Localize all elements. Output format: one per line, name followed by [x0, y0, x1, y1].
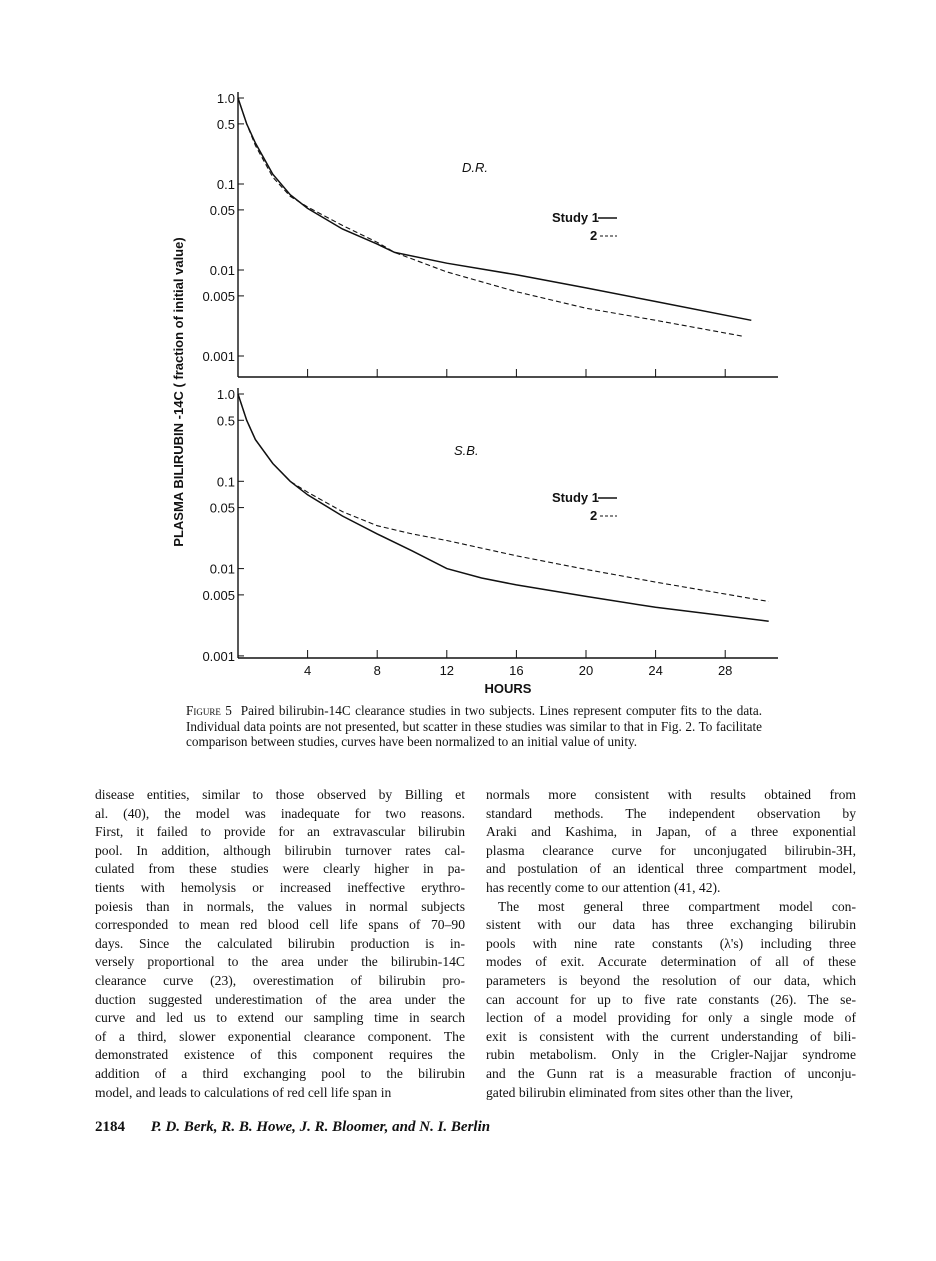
text-line: Araki and Kashima, in Japan, of a three exponential: [486, 824, 856, 840]
text-line: and the Gunn rat is a measurable fraction of unconju-: [486, 1065, 856, 1081]
y-tick-label: 0.01: [209, 561, 235, 577]
text-line: disease entities, similar to those observed by Billing et: [95, 787, 465, 802]
page-footer: [95, 1119, 490, 1136]
y-tick-label: 0.5: [216, 116, 235, 132]
x-tick-label: 12: [439, 663, 455, 678]
text-line: exit is consistent with the current understanding of bili-: [486, 1028, 856, 1044]
x-axis-label: HOURS: [484, 681, 532, 696]
y-tick-label: 0.005: [202, 288, 235, 304]
y-tick-label: 1.0: [216, 91, 235, 106]
x-tick-label: 4: [303, 663, 312, 678]
text-line: versely proportional to the area under the bilirubin-14C: [95, 954, 465, 970]
series-line-study-1: [238, 98, 751, 320]
text-line: has recently come to our attention (41, 42).: [486, 879, 721, 895]
y-tick-label: 0.01: [209, 263, 235, 278]
x-tick-label: 8: [373, 663, 381, 678]
text-line: modes of exit. Accurate determination of all of these: [486, 954, 856, 970]
y-tick-label: 0.1: [216, 177, 235, 192]
text-line: and postulation of an identical three compartment model,: [486, 861, 856, 877]
page-number: 2184: [95, 1119, 125, 1135]
y-tick-label: 1.0: [216, 387, 235, 402]
series-line-study-2: [238, 394, 769, 602]
text-line: parameters is beyond the resolution of our data, which: [486, 972, 856, 988]
text-line: curve and led us to extend our sampling time in search: [95, 1010, 465, 1026]
caption-text: Paired bilirubin-14C clearance studies in two subjects. Lines represent computer fits to the data. Individual data points are not presented, but scatter in these studies was similar to that in Fig. 2. To facilitate comparison between studies, curves have been normalized to an initial value of unity.: [186, 703, 762, 749]
figure-caption: [186, 703, 762, 750]
y-tick-label: 0.005: [202, 587, 235, 603]
text-line: days. Since the calculated bilirubin production is in-: [95, 935, 465, 951]
text-line: First, it failed to provide for an extravascular bilirubin: [95, 824, 465, 840]
text-line: rubin metabolism. Only in the Crigler-Najjar syndrome: [486, 1047, 856, 1063]
y-axis-label: PLASMA BILIRUBIN -14C ( fraction of initial value): [171, 237, 186, 547]
legend-entry-2: 2: [590, 228, 598, 243]
figure-label: Figure 5: [186, 703, 232, 718]
text-line: normals more consistent with results obtained from: [486, 787, 856, 802]
series-line-study-1: [238, 394, 769, 621]
text-line: model, and leads to calculations of red cell life span in: [95, 1084, 392, 1100]
body-column-right: [486, 786, 856, 1102]
y-tick-label: 0.5: [216, 413, 235, 429]
x-tick-label: 20: [578, 663, 594, 678]
text-line: culated from these studies were clearly higher in pa-: [95, 861, 465, 877]
text-line: pool. In addition, although bilirubin turnover rates cal-: [95, 842, 465, 858]
x-tick-label: 16: [509, 663, 524, 678]
authors: P. D. Berk, R. B. Howe, J. R. Bloomer, and N. I. Berlin: [150, 1119, 491, 1135]
text-line: sistent with our data has three exchanging bilirubin: [486, 917, 856, 933]
legend-entry-1: Study 1: [552, 210, 599, 225]
panel-label: S.B.: [454, 443, 479, 458]
text-line: can account for up to five rate constants (26). The se-: [486, 991, 856, 1007]
y-tick-label: 0.05: [209, 500, 235, 516]
panel-dr: [202, 91, 778, 377]
y-tick-label: 0.05: [209, 202, 235, 218]
y-tick-label: 0.001: [202, 349, 235, 364]
text-line: The most general three compartment model con-: [498, 898, 856, 914]
legend-entry-2: 2: [590, 508, 598, 523]
series-line-study-2: [238, 98, 743, 336]
text-line: lection of a model providing for only a single mode of: [486, 1010, 856, 1026]
text-line: gated bilirubin eliminated from sites other than the liver,: [486, 1084, 794, 1100]
text-line: al. (40), the model was inadequate for two reasons.: [95, 805, 465, 821]
text-line: standard methods. The independent observation by: [486, 805, 856, 821]
text-line: addition of a third exchanging pool to the bilirubin: [95, 1065, 465, 1081]
text-line: clearance curve (23), overestimation of bilirubin pro-: [95, 972, 465, 988]
text-line: pools with nine rate constants (λ's) including three: [486, 935, 856, 951]
y-tick-label: 0.1: [216, 474, 235, 490]
panel-sb: [202, 387, 778, 678]
text-line: plasma clearance curve for unconjugated bilirubin-3H,: [486, 842, 856, 858]
x-tick-label: 28: [717, 663, 733, 678]
text-line: poiesis than in normals, the values in normal subjects: [95, 898, 465, 914]
text-line: of a third, slower exponential clearance component. The: [95, 1028, 465, 1044]
body-column-left: [95, 786, 465, 1102]
legend-entry-1: Study 1: [552, 490, 599, 505]
text-line: duction suggested underestimation of the area under the: [95, 991, 465, 1007]
y-tick-label: 0.001: [202, 648, 235, 664]
x-tick-label: 24: [648, 663, 663, 678]
text-line: demonstrated existence of this component requires the: [95, 1047, 465, 1063]
panel-label: D.R.: [462, 160, 488, 175]
text-line: corresponded to mean red blood cell life spans of 70–90: [95, 917, 465, 933]
text-line: tients with hemolysis or increased ineffective erythro-: [95, 879, 465, 895]
